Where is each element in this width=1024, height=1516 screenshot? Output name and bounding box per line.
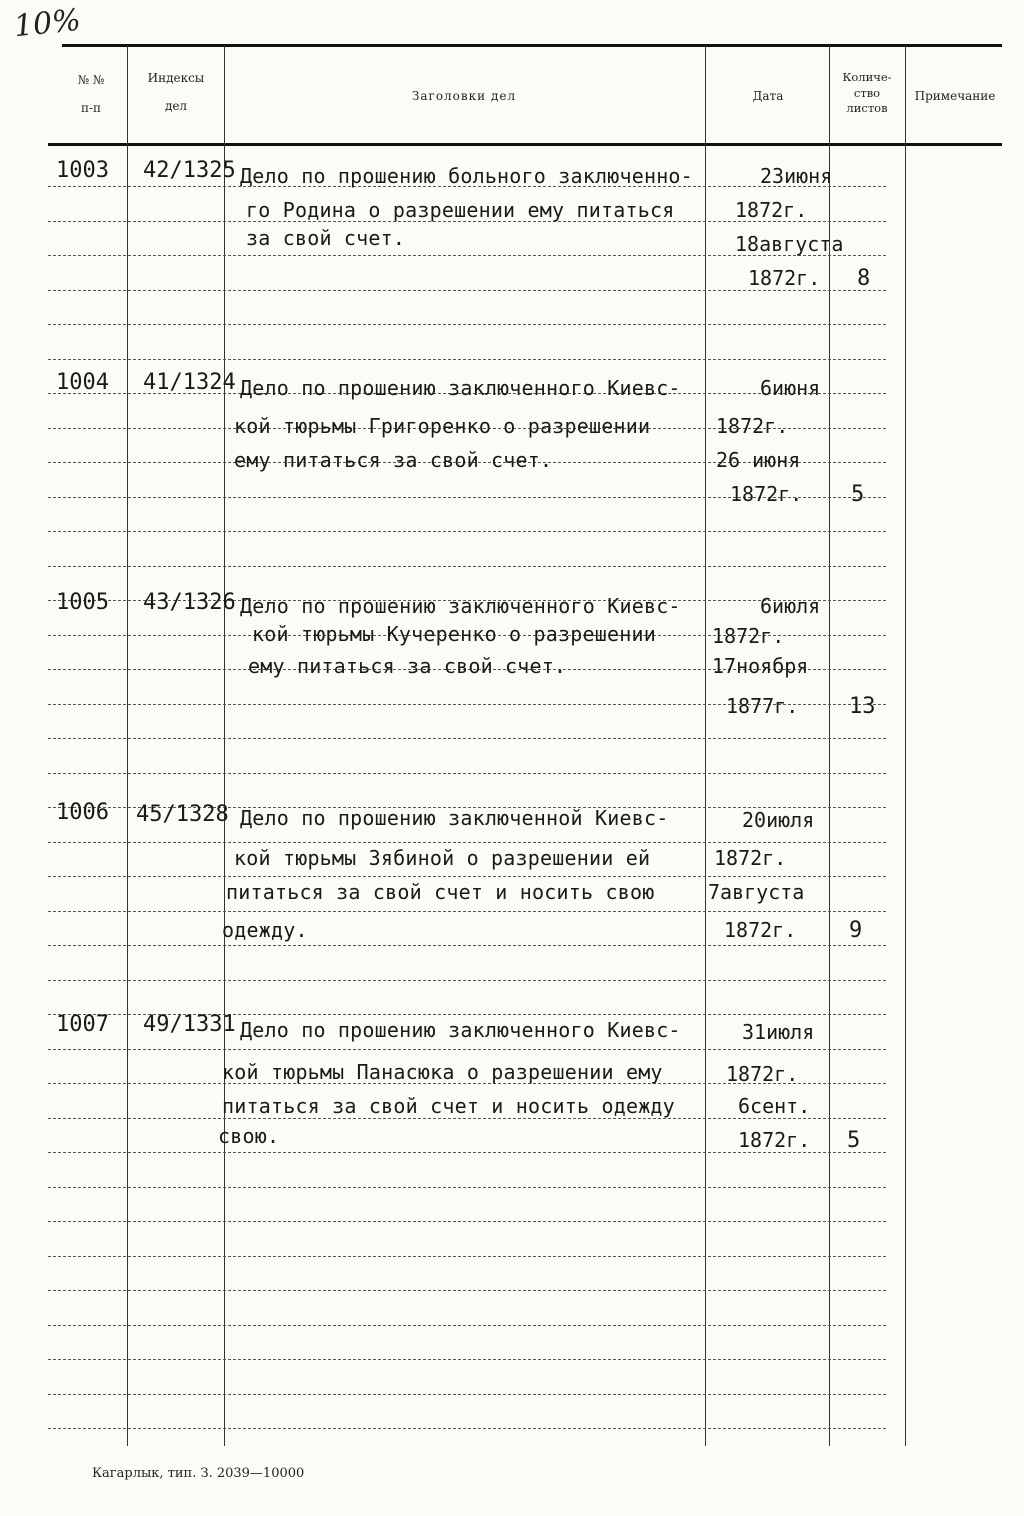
col-divider-date bbox=[705, 46, 706, 1446]
record-date-line: 1872г. bbox=[716, 414, 789, 438]
row-rule-line bbox=[48, 1290, 886, 1291]
record-index: 45/1328 bbox=[136, 802, 229, 827]
record-sheets: 9 bbox=[849, 918, 863, 943]
row-rule-line bbox=[48, 1428, 886, 1429]
record-title-line: ему питаться за свой счет. bbox=[248, 654, 567, 678]
header-num-line1: № № bbox=[77, 73, 105, 87]
row-rule-line bbox=[48, 324, 886, 325]
row-rule-line bbox=[48, 359, 886, 360]
header-num-line2: п-п bbox=[80, 101, 102, 116]
row-rule-line bbox=[48, 945, 886, 946]
record-title-line: кой тюрьмы Зябиной о разрешении ей bbox=[234, 846, 651, 870]
record-date-line: 6сент. bbox=[738, 1094, 811, 1118]
record-sheets: 5 bbox=[847, 1128, 861, 1153]
row-rule-line bbox=[48, 911, 886, 912]
record-index: 43/1326 bbox=[143, 590, 236, 615]
record-title-line: ему питаться за свой счет. bbox=[234, 448, 553, 472]
record-title-line: Дело по прошению заключенного Киевс- bbox=[240, 1018, 681, 1042]
row-rule-line bbox=[48, 531, 886, 532]
record-date-line: 1872г. bbox=[712, 624, 785, 648]
record-title-line: Дело по прошению заключенной Киевс- bbox=[240, 806, 669, 830]
row-rule-line bbox=[48, 738, 886, 739]
header-qty-line1: Количе- bbox=[842, 70, 892, 84]
record-title-line: кой тюрьмы Григоренко о разрешении bbox=[234, 414, 651, 438]
row-rule-line bbox=[48, 1325, 886, 1326]
row-rule-line bbox=[48, 566, 886, 567]
header-index-line2: дел bbox=[164, 99, 188, 114]
record-title-line: го Родина о разрешении ему питаться bbox=[246, 198, 675, 222]
record-date-line: 23июня bbox=[760, 164, 833, 188]
row-rule-line bbox=[48, 1394, 886, 1395]
table-top-rule bbox=[62, 44, 1002, 47]
page-number-mark: 10% bbox=[12, 2, 83, 45]
record-title-line: кой тюрьмы Панасюка о разрешении ему bbox=[222, 1060, 663, 1084]
record-title-line: Дело по прошению больного заключенно- bbox=[240, 164, 693, 188]
record-date-line: 1872г. bbox=[714, 846, 787, 870]
header-index bbox=[130, 70, 222, 114]
record-index: 49/1331 bbox=[143, 1012, 236, 1037]
row-rule-line bbox=[48, 773, 886, 774]
record-title-line: питаться за свой счет и носить свою bbox=[226, 880, 655, 904]
record-number: 1007 bbox=[56, 1012, 109, 1037]
row-rule-line bbox=[48, 1221, 886, 1222]
header-qty-line2: ство bbox=[853, 85, 881, 100]
record-title-line: Дело по прошению заключенного Киевс- bbox=[240, 594, 681, 618]
record-sheets: 5 bbox=[851, 482, 865, 507]
record-title-line: Дело по прошению заключенного Киевс- bbox=[240, 376, 681, 400]
row-rule-line bbox=[48, 1049, 886, 1050]
record-date-line: 1872г. bbox=[730, 482, 803, 506]
record-title-line: одежду. bbox=[222, 918, 308, 942]
record-sheets: 13 bbox=[849, 694, 876, 719]
record-date-line: 17ноября bbox=[712, 654, 809, 678]
row-rule-line bbox=[48, 1152, 886, 1153]
header-date: Дата bbox=[752, 89, 784, 103]
header-note: Примечание bbox=[914, 89, 996, 103]
record-date-line: 26 июня bbox=[716, 448, 801, 472]
row-rule-line bbox=[48, 1187, 886, 1188]
record-date-line: 1872г. bbox=[724, 918, 797, 942]
header-bottom-rule bbox=[48, 143, 1002, 146]
record-date-line: 1872г. bbox=[735, 198, 808, 222]
record-title-line: за свой счет. bbox=[246, 226, 406, 250]
row-rule-line bbox=[48, 842, 886, 843]
col-divider-title bbox=[224, 46, 225, 1446]
col-divider-index bbox=[127, 46, 128, 1446]
row-rule-line bbox=[48, 980, 886, 981]
record-index: 41/1324 bbox=[143, 370, 236, 395]
record-date-line: 1877г. bbox=[726, 694, 799, 718]
row-rule-line bbox=[48, 876, 886, 877]
printer-imprint: Кагарлык, тип. З. 2039—10000 bbox=[92, 1466, 305, 1481]
record-title-line: питаться за свой счет и носить одежду bbox=[222, 1094, 675, 1118]
record-date-line: 6июля bbox=[760, 594, 821, 618]
record-date-line: 20июля bbox=[742, 808, 815, 832]
record-sheets: 8 bbox=[857, 266, 871, 291]
record-date-line: 31июля bbox=[742, 1020, 815, 1044]
row-rule-line bbox=[48, 1118, 886, 1119]
record-number: 1004 bbox=[56, 370, 109, 395]
row-rule-line bbox=[48, 290, 886, 291]
header-index-line1: Индексы bbox=[147, 71, 205, 85]
record-date-line: 1872г. bbox=[726, 1062, 799, 1086]
record-title-line: кой тюрьмы Кучеренко о разрешении bbox=[252, 622, 656, 646]
header-qty bbox=[831, 70, 903, 117]
record-date-line: 18августа bbox=[735, 232, 844, 256]
record-date-line: 6июня bbox=[760, 376, 821, 400]
record-date-line: 1872г. bbox=[738, 1128, 811, 1152]
col-divider-qty bbox=[829, 46, 830, 1446]
record-title-line: свою. bbox=[218, 1124, 280, 1148]
record-number: 1006 bbox=[56, 800, 109, 825]
record-number: 1003 bbox=[56, 158, 109, 183]
header-qty-line3: листов bbox=[846, 101, 888, 116]
header-title: Заголовки дел bbox=[411, 89, 517, 103]
col-divider-note bbox=[905, 46, 906, 1446]
record-date-line: 1872г. bbox=[748, 266, 821, 290]
row-rule-line bbox=[48, 1359, 886, 1360]
record-date-line: 7августа bbox=[708, 880, 805, 904]
row-rule-line bbox=[48, 1256, 886, 1257]
header-num bbox=[56, 72, 126, 116]
record-number: 1005 bbox=[56, 590, 109, 615]
record-index: 42/1325 bbox=[143, 158, 236, 183]
